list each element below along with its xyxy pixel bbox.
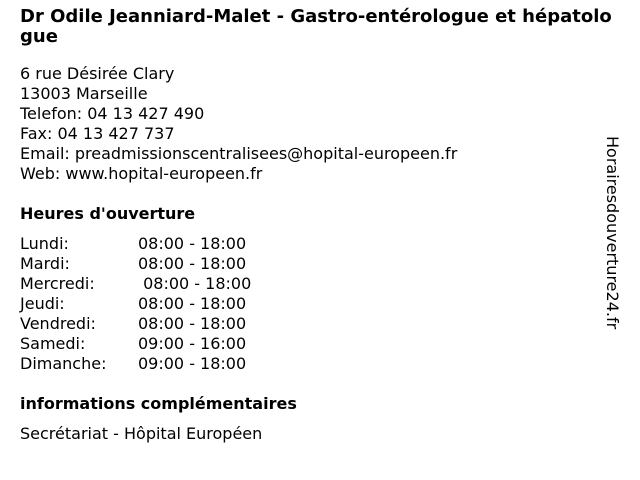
day-label: Lundi: [20, 234, 69, 253]
hours-row-friday [20, 314, 251, 334]
day-label: Samedi: [20, 334, 86, 353]
hours-row-tuesday [20, 254, 251, 274]
side-brand-text: Horairesdouverture24.fr [603, 136, 622, 330]
hours-table [20, 234, 251, 374]
day-label: Jeudi: [20, 294, 65, 313]
time-range: 08:00 - 18:00 [138, 294, 247, 313]
contact-block [20, 64, 457, 184]
time-range: 08:00 - 18:00 [138, 254, 247, 273]
time-range: 09:00 - 16:00 [138, 334, 247, 353]
time-range: 08:00 - 18:00 [138, 274, 252, 293]
phone-line[interactable]: Telefon: 04 13 427 490 [20, 104, 205, 123]
hours-row-saturday [20, 334, 251, 354]
info-heading: informations complémentaires [20, 394, 297, 413]
page-title: Dr Odile Jeanniard-Malet - Gastro-entérologue et hépatologue [20, 6, 612, 47]
info-text: Secrétariat - Hôpital Européen [20, 424, 263, 443]
address-street: 6 rue Désirée Clary [20, 64, 175, 83]
time-range: 09:00 - 18:00 [138, 354, 247, 373]
hours-row-monday [20, 234, 251, 254]
day-label: Dimanche: [20, 354, 107, 373]
day-label: Vendredi: [20, 314, 96, 333]
time-range: 08:00 - 18:00 [138, 234, 247, 253]
email-line[interactable]: Email: preadmissionscentralisees@hopital-europeen.fr [20, 144, 458, 163]
web-line[interactable]: Web: www.hopital-europeen.fr [20, 164, 263, 183]
hours-row-thursday [20, 294, 251, 314]
fax-line: Fax: 04 13 427 737 [20, 124, 175, 143]
address-city: 13003 Marseille [20, 84, 148, 103]
hours-row-wednesday [20, 274, 251, 294]
day-label: Mardi: [20, 254, 70, 273]
hours-heading: Heures d'ouverture [20, 204, 196, 223]
hours-row-sunday [20, 354, 251, 374]
day-label: Mercredi: [20, 274, 95, 293]
time-range: 08:00 - 18:00 [138, 314, 247, 333]
